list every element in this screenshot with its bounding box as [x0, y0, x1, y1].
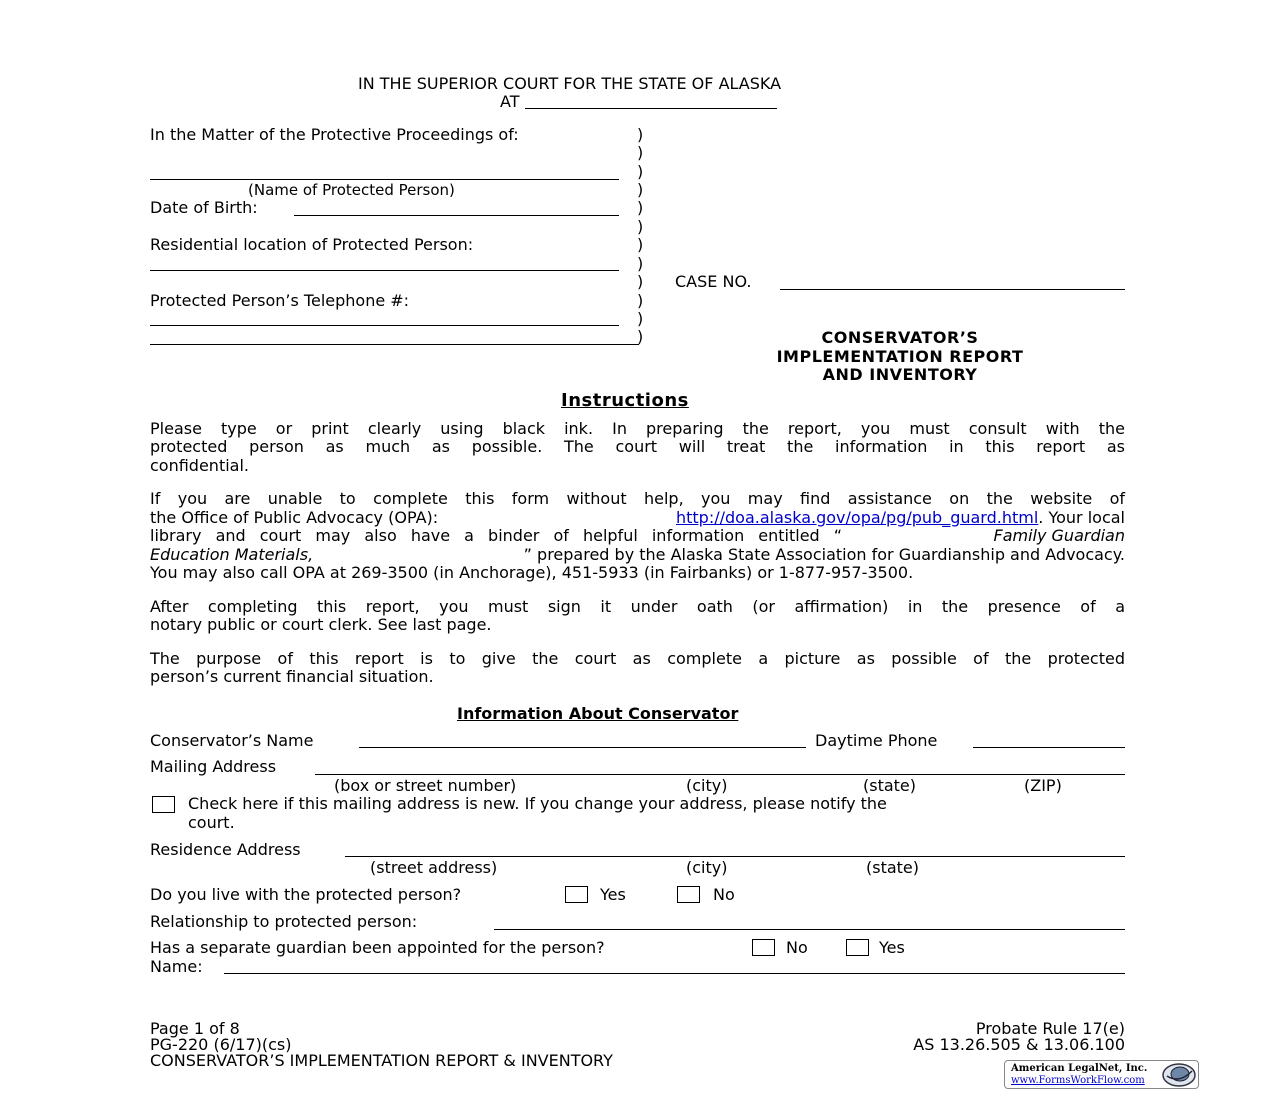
- instructions-text: the Office of Public Advocacy (OPA):: [150, 508, 439, 527]
- telephone-line-1[interactable]: [150, 325, 619, 326]
- mailing-sub-state: (state): [863, 776, 917, 795]
- live-with-yes-label: Yes: [600, 885, 626, 904]
- dob-line[interactable]: [294, 215, 619, 216]
- vendor-logo: [1004, 1060, 1199, 1089]
- instructions-heading: Instructions: [561, 390, 689, 411]
- protected-person-name-line[interactable]: [150, 179, 619, 180]
- at-line[interactable]: [525, 108, 777, 109]
- form-title: [700, 329, 1100, 385]
- daytime-phone-label: Daytime Phone: [815, 731, 938, 750]
- instructions-text: ” prepared by the Alaska State Association for Guardianship and Advocacy.: [523, 545, 1125, 564]
- caption-paren: ): [637, 309, 644, 328]
- caption-paren: ): [637, 198, 644, 217]
- live-with-label: Do you live with the protected person?: [150, 885, 462, 904]
- mailing-address-line[interactable]: [315, 774, 1125, 775]
- live-with-no-label: No: [713, 885, 735, 904]
- instructions-line: If you are unable to complete this form without help, you may find assistance on the website of: [150, 489, 1125, 508]
- conservator-heading: Information About Conservator: [457, 704, 739, 723]
- opa-link-wrap: [676, 509, 1125, 528]
- caption-paren: ): [637, 291, 644, 310]
- caption-paren: ): [637, 162, 644, 181]
- guardian-name-line[interactable]: [224, 973, 1125, 974]
- instructions-line: [150, 509, 1125, 528]
- guardian-name-label: Name:: [150, 957, 203, 976]
- residential-line[interactable]: [150, 270, 619, 271]
- case-no-label: CASE NO.: [675, 272, 752, 291]
- caption-paren: ): [637, 125, 644, 144]
- footer-form-title: CONSERVATOR’S IMPLEMENTATION REPORT & INVENTORY: [150, 1051, 613, 1070]
- caption-paren: ): [637, 217, 644, 236]
- instructions-line: You may also call OPA at 269-3500 (in Anchorage), 451-5933 (in Fairbanks) or 1-877-957-3500.: [150, 563, 914, 582]
- mailing-sub-street: (box or street number): [334, 776, 517, 795]
- guardian-no-checkbox[interactable]: [752, 939, 775, 956]
- live-with-no-checkbox[interactable]: [677, 886, 700, 903]
- instructions-text: library and court may also have a binder of helpful information entitled “: [150, 526, 843, 545]
- instructions-italic-text: Education Materials,: [150, 545, 314, 564]
- name-caption: (Name of Protected Person): [248, 181, 455, 199]
- instructions-line: Please type or print clearly using black ink. In preparing the report, you must consult with the: [150, 419, 1125, 438]
- instructions-italic-text: Family Guardian: [993, 526, 1125, 545]
- new-address-text: court.: [188, 813, 235, 832]
- residence-sub-state: (state): [866, 858, 920, 877]
- guardian-yes-label: Yes: [879, 938, 905, 957]
- mailing-sub-city: (city): [686, 776, 728, 795]
- instructions-line: [150, 527, 1125, 546]
- footer-form-id: PG-220 (6/17)(cs): [150, 1035, 292, 1054]
- mailing-sub-zip: (ZIP): [1024, 776, 1062, 795]
- caption-paren: ): [637, 272, 644, 291]
- caption-paren: ): [637, 180, 644, 199]
- caption-paren: ): [637, 235, 644, 254]
- telephone-line-2[interactable]: [150, 344, 639, 345]
- opa-website-link[interactable]: http://doa.alaska.gov/opa/pg/pub_guard.html: [675, 508, 1039, 527]
- conservator-name-label: Conservator’s Name: [150, 731, 314, 750]
- mailing-address-label: Mailing Address: [150, 757, 277, 776]
- footer-statute: AS 13.26.505 & 13.06.100: [913, 1035, 1125, 1054]
- footer-rule: Probate Rule 17(e): [975, 1019, 1125, 1038]
- instructions-line: notary public or court clerk. See last page.: [150, 615, 492, 634]
- instructions-line: confidential.: [150, 456, 249, 475]
- vendor-logo-name: American LegalNet, Inc.: [1011, 1063, 1148, 1074]
- residence-sub-street: (street address): [370, 858, 498, 877]
- form-title-line: AND INVENTORY: [822, 365, 978, 384]
- caption-paren: ): [637, 143, 644, 162]
- relationship-label: Relationship to protected person:: [150, 912, 418, 931]
- case-no-line[interactable]: [780, 289, 1125, 290]
- conservator-name-line[interactable]: [359, 747, 806, 748]
- guardian-label: Has a separate guardian been appointed for the person?: [150, 938, 605, 957]
- residence-address-label: Residence Address: [150, 840, 301, 859]
- relationship-line[interactable]: [494, 929, 1125, 930]
- live-with-yes-checkbox[interactable]: [565, 886, 588, 903]
- form-title-line: IMPLEMENTATION REPORT: [776, 346, 1024, 366]
- form-title-line: CONSERVATOR’S: [821, 328, 979, 347]
- court-heading: IN THE SUPERIOR COURT FOR THE STATE OF ALASKA: [358, 74, 782, 93]
- instructions-line: person’s current financial situation.: [150, 667, 434, 686]
- matter-label: In the Matter of the Protective Proceedings of:: [150, 125, 519, 144]
- new-address-text: Check here if this mailing address is new. If you change your address, please notify the: [188, 794, 887, 813]
- daytime-phone-line[interactable]: [973, 747, 1125, 748]
- residential-label: Residential location of Protected Person:: [150, 235, 474, 254]
- guardian-yes-checkbox[interactable]: [846, 939, 869, 956]
- vendor-logo-url: www.FormsWorkFlow.com: [1011, 1075, 1145, 1086]
- instructions-line: protected person as much as possible. The court will treat the information in this report as: [150, 437, 1125, 456]
- at-label: AT: [500, 92, 520, 111]
- instructions-line: [150, 546, 1125, 565]
- caption-paren: ): [637, 254, 644, 273]
- globe-icon: [1161, 1062, 1197, 1088]
- instructions-line: After completing this report, you must sign it under oath (or affirmation) in the presence of a: [150, 597, 1125, 616]
- new-address-checkbox[interactable]: [152, 796, 175, 813]
- guardian-no-label: No: [786, 938, 808, 957]
- instructions-line: The purpose of this report is to give the court as complete a picture as possible of the protected: [150, 649, 1125, 668]
- telephone-label: Protected Person’s Telephone #:: [150, 291, 410, 310]
- instructions-text: . Your local: [1038, 508, 1125, 527]
- dob-label: Date of Birth:: [150, 198, 258, 217]
- caption-paren: ): [637, 327, 644, 346]
- residence-sub-city: (city): [686, 858, 728, 877]
- residence-address-line[interactable]: [345, 856, 1125, 857]
- footer-page: Page 1 of 8: [150, 1019, 240, 1038]
